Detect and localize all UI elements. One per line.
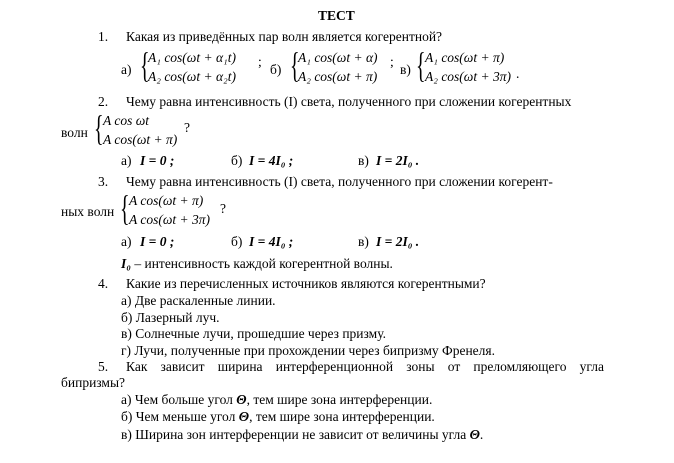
- q1-text: Какая из приведённых пар волн является когерентной?: [126, 29, 443, 44]
- q3-note: [121, 256, 393, 272]
- q2-answer-c-label: в): [358, 153, 369, 168]
- q1-option-b-label: б): [270, 62, 282, 77]
- q1-option-a-row2: A₂ cos(ωt + α₂t): [148, 69, 236, 84]
- q1-option-c-row2: A₂ cos(ωt + 3π): [425, 69, 511, 84]
- q3-note-symbol: I₀: [121, 256, 131, 271]
- q2-answer-b-label: б): [231, 153, 243, 168]
- q3-number: 3.: [98, 174, 109, 189]
- q4-number: 4.: [98, 276, 109, 291]
- q1-option-c-row1: A₁ cos(ωt + π): [425, 50, 505, 65]
- q5-option-c-start: в) Ширина зон интерференции не зависит от величины угла: [121, 427, 467, 442]
- q5-option-a-end: , тем шире зона интерференции.: [246, 392, 433, 407]
- q5-text: Как зависит ширина интерференционной зоны от преломляющего угла: [126, 359, 604, 374]
- q4-option-a: а) Две раскаленные линии.: [121, 293, 276, 308]
- q5-option-c-end: .: [479, 427, 484, 442]
- q1-option-b-brace: {: [290, 45, 300, 85]
- q3-answer-c-label: в): [358, 234, 369, 249]
- q3-text: Чему равна интенсивность (I) света, полученного при сложении когерент-: [126, 174, 553, 189]
- q5-number: 5.: [98, 359, 109, 374]
- q5-option-b-theta: Θ: [238, 409, 250, 424]
- q5-option-b-start: б) Чем меньше угол: [121, 409, 236, 424]
- q5-option-b-end: , тем шире зона интерференции.: [249, 409, 435, 424]
- q2-question-mark: ?: [184, 120, 190, 135]
- q3-row2: A cos(ωt + 3π): [129, 212, 211, 227]
- q5-text-continued: бипризмы?: [61, 375, 126, 390]
- q3-prefix: ных волн: [61, 204, 115, 219]
- q5-option-a: [121, 392, 432, 408]
- q3-brace: {: [120, 188, 130, 228]
- q2-brace: {: [94, 108, 104, 148]
- q5-option-c: [121, 427, 483, 443]
- q2-row2: A cos(ωt + π): [103, 132, 178, 147]
- q5-option-a-theta: Θ: [236, 392, 247, 407]
- q2-text: Чему равна интенсивность (I) света, полученного при сложении когерентных: [126, 94, 572, 109]
- page-title: ТЕСТ: [318, 8, 355, 23]
- q5-option-a-start: а) Чем больше угол: [121, 392, 233, 407]
- q3-answer-a-label: а): [121, 234, 132, 249]
- q1-number: 1.: [98, 29, 109, 44]
- q1-option-b-row1: A₁ cos(ωt + α): [298, 50, 378, 65]
- q2-number: 2.: [98, 94, 109, 109]
- q2-answer-c-value: I = 2I₀ .: [376, 153, 420, 168]
- q4-option-c: в) Солнечные лучи, прошедшие через призму.: [121, 326, 386, 341]
- q4-option-b: б) Лазерный луч.: [121, 310, 220, 325]
- q1-option-a-brace: {: [140, 45, 150, 85]
- q4-text: Какие из перечисленных источников являются когерентными?: [126, 276, 486, 291]
- q1-option-c-label: в): [400, 62, 411, 77]
- q1-option-b-row2: A₂ cos(ωt + π): [298, 69, 378, 84]
- q3-answer-a-value: I = 0 ;: [140, 234, 175, 249]
- q1-option-c-sep: .: [516, 66, 520, 81]
- q4-option-d: г) Лучи, полученные при прохождении через бипризму Френеля.: [121, 343, 495, 358]
- q2-prefix: волн: [61, 125, 88, 140]
- q1-option-c-brace: {: [416, 45, 426, 85]
- q5-option-c-theta: Θ: [469, 427, 480, 442]
- q2-answer-b-value: I = 4I₀ ;: [249, 153, 294, 168]
- q3-row1: A cos(ωt + π): [129, 193, 204, 208]
- q1-option-a-sep: ;: [258, 54, 262, 69]
- q2-answer-a-label: а): [121, 153, 132, 168]
- q1-option-a-row1: A₁ cos(ωt + α₁t): [148, 50, 236, 65]
- q3-answer-c-value: I = 2I₀ .: [376, 234, 420, 249]
- q1-option-b-sep: ;: [390, 54, 394, 69]
- q1-option-a-label: а): [121, 62, 132, 77]
- q3-note-text: – интенсивность каждой когерентной волны.: [130, 256, 393, 271]
- q2-row1: A cos ωt: [103, 113, 150, 128]
- q3-question-mark: ?: [220, 201, 226, 216]
- q5-option-b: [121, 409, 435, 425]
- q3-answer-b-value: I = 4I₀ ;: [249, 234, 294, 249]
- q3-answer-b-label: б): [231, 234, 243, 249]
- q2-answer-a-value: I = 0 ;: [140, 153, 175, 168]
